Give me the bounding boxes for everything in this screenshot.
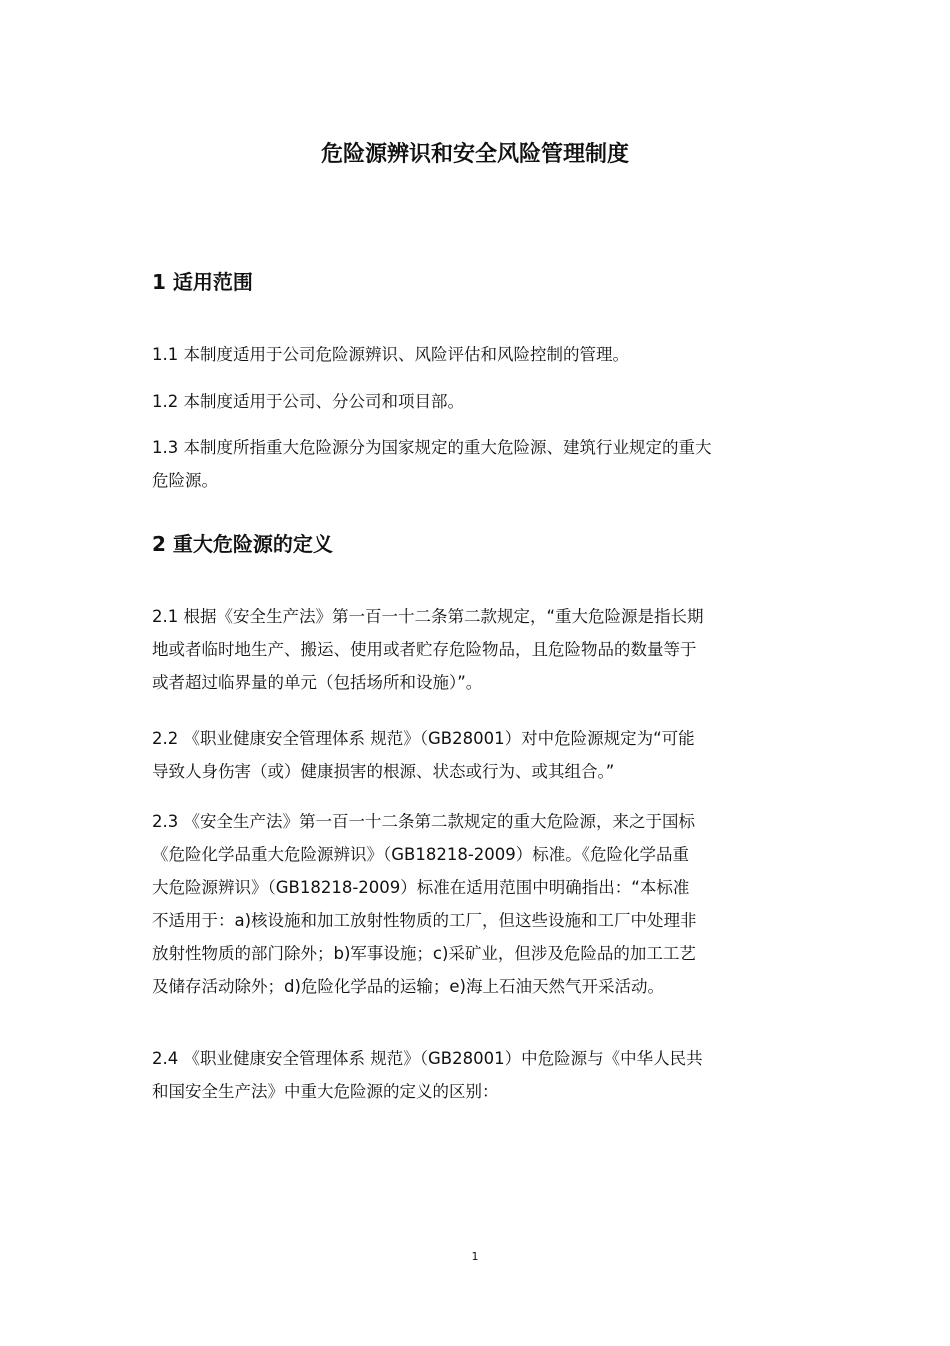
paragraph-line: 危险源。 <box>152 471 218 490</box>
paragraph-2-3 <box>152 805 812 1003</box>
paragraph-line: 2.4 《职业健康安全管理体系 规范》（GB28001）中危险源与《中华人民共 <box>152 1049 703 1068</box>
page-number: 1 <box>471 1250 479 1263</box>
paragraph-line: 2.2 《职业健康安全管理体系 规范》（GB28001）对中危险源规定为“可能 <box>152 729 695 748</box>
paragraph-line: 放射性物质的部门除外；b)军事设施；c)采矿业，但涉及危险品的加工工艺 <box>152 944 696 963</box>
paragraph-1-1 <box>152 338 812 371</box>
paragraph-line: 导致人身伤害（或）健康损害的根源、状态或行为、或其组合。” <box>152 762 615 781</box>
paragraph-1-2 <box>152 385 812 418</box>
paragraph-line: 《危险化学品重大危险源辨识》（GB18218-2009）标准。《危险化学品重 <box>152 845 690 864</box>
paragraph-line: 和国安全生产法》中重大危险源的定义的区别： <box>152 1082 499 1101</box>
paragraph-line: 2.1 根据《安全生产法》第一百一十二条第二款规定，“重大危险源是指长期 <box>152 607 704 626</box>
paragraph-2-4 <box>152 1042 812 1108</box>
paragraph-line: 2.3 《安全生产法》第一百一十二条第二款规定的重大危险源，来之于国标 <box>152 812 695 831</box>
paragraph-line: 及储存活动除外；d)危险化学品的运输；e)海上石油天然气开采活动。 <box>152 977 664 996</box>
section-2-heading: 2 重大危险源的定义 <box>152 532 333 556</box>
paragraph-line: 大危险源辨识》（GB18218-2009）标准在适用范围中明确指出：“本标准 <box>152 878 690 897</box>
paragraph-2-2 <box>152 722 812 788</box>
paragraph-2-1 <box>152 600 812 699</box>
paragraph-line: 不适用于：a)核设施和加工放射性物质的工厂，但这些设施和工厂中处理非 <box>152 911 697 930</box>
paragraph-line: 或者超过临界量的单元（包括场所和设施）”。 <box>152 673 483 692</box>
paragraph-line: 1.3 本制度所指重大危险源分为国家规定的重大危险源、建筑行业规定的重大 <box>152 438 712 457</box>
paragraph-line: 1.1 本制度适用于公司危险源辨识、风险评估和风险控制的管理。 <box>152 345 629 364</box>
section-1-heading: 1 适用范围 <box>152 270 253 294</box>
document-title: 危险源辨识和安全风险管理制度 <box>320 142 629 167</box>
paragraph-line: 1.2 本制度适用于公司、分公司和项目部。 <box>152 392 464 411</box>
paragraph-line: 地或者临时地生产、搬运、使用或者贮存危险物品，且危险物品的数量等于 <box>152 640 697 659</box>
paragraph-1-3 <box>152 431 812 497</box>
